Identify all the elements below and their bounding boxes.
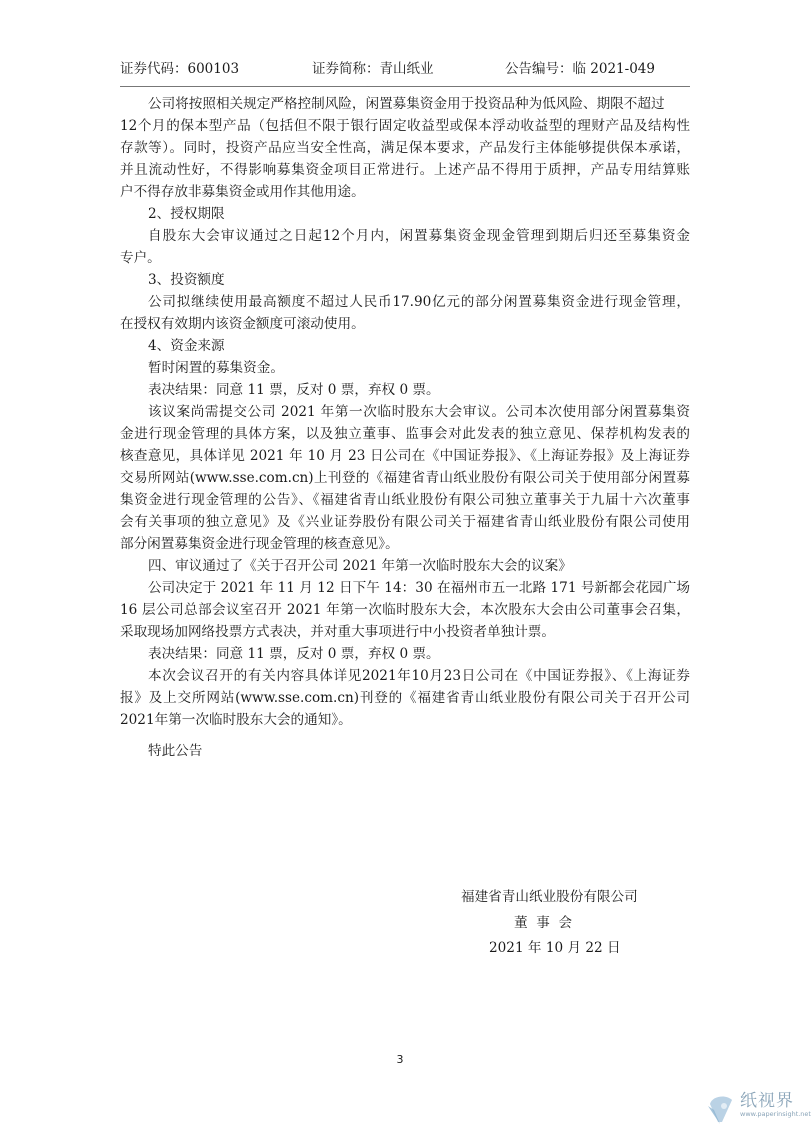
header-divider [120, 86, 690, 87]
watermark-icon [702, 1092, 738, 1128]
body-line: 在授权有效期内该资金额度可滚动使用。 [120, 316, 365, 332]
notice-number: 公告编号：临 2021-049 [505, 61, 655, 77]
page-number: 3 [396, 1053, 404, 1066]
body-line: 4、资金来源 [148, 338, 225, 354]
body-line: 专户。 [120, 250, 161, 266]
body-line: 自股东大会审议通过之日起12个月内，闲置募集资金现金管理到期后归还至募集资金 [148, 228, 690, 244]
body-line: 会有关事项的独立意见》及《兴业证券股份有限公司关于福建省青山纸业股份有限公司使用 [120, 514, 690, 530]
body-line: 户不得存放非募集资金或用作其他用途。 [120, 184, 365, 200]
body-line: 特此公告 [148, 743, 203, 759]
body-line: 3、投资额度 [148, 272, 225, 288]
watermark-url: www.paperinsight.net [740, 1110, 811, 1118]
signature-board: 董 事 会 [514, 915, 573, 931]
watermark-text: 纸视界 [740, 1091, 794, 1111]
body-line: 暂时闲置的募集资金。 [148, 360, 284, 376]
body-line: 并且流动性好，不得影响募集资金项目正常进行。上述产品不得用于质押，产品专用结算账 [120, 162, 690, 178]
page-header [120, 57, 690, 79]
watermark-logo [700, 1086, 811, 1131]
body-line: 16 层公司总部会议室召开 2021 年第一次临时股东大会，本次股东大会由公司董事会召集， [120, 602, 690, 618]
body-line: 部分闲置募集资金进行现金管理的核查意见》。 [120, 536, 399, 552]
body-line: 报》及上交所网站(www.sse.com.cn)刊登的《福建省青山纸业股份有限公司关于召开公司 [120, 690, 690, 706]
body-line: 12个月的保本型产品（包括但不限于银行固定收益型或保本浮动收益型的理财产品及结构性 [120, 118, 690, 134]
body-line: 表决结果：同意 11 票，反对 0 票，弃权 0 票。 [148, 646, 440, 662]
body-line: 采取现场加网络投票方式表决，并对重大事项进行中小投资者单独计票。 [120, 624, 555, 640]
body-line: 2、授权期限 [148, 206, 225, 222]
body-line: 存款等）。同时，投资产品应当安全性高，满足保本要求，产品发行主体能够提供保本承诺， [120, 140, 690, 156]
body-line: 2021年第一次临时股东大会的通知》。 [120, 712, 352, 728]
stock-code: 证券代码：600103 [120, 61, 240, 77]
body-line: 该议案尚需提交公司 2021 年第一次临时股东大会审议。公司本次使用部分闲置募集资 [148, 404, 690, 420]
body-line: 本次会议召开的有关内容具体详见2021年10月23日公司在《中国证券报》、《上海证券 [148, 668, 690, 684]
body-line: 公司决定于 2021 年 11 月 12 日下午 14：30 在福州市五一北路 171 号新都会花园广场 [148, 580, 690, 596]
body-line: 核查意见，具体详见 2021 年 10 月 23 日公司在《中国证券报》、《上海证券报》及上海证券 [120, 448, 690, 464]
body-line: 集资金进行现金管理的公告》、《福建省青山纸业股份有限公司独立董事关于九届十六次董事 [120, 492, 690, 508]
signature-company: 福建省青山纸业股份有限公司 [461, 889, 638, 905]
body-line: 金进行现金管理的具体方案，以及独立董事、监事会对此发表的独立意见、保荐机构发表的 [120, 426, 690, 442]
stock-abbreviation: 证券简称：青山纸业 [312, 61, 434, 77]
body-line: 交易所网站(www.sse.com.cn)上刊登的《福建省青山纸业股份有限公司关于使用部分闲置募 [120, 470, 690, 486]
body-line: 公司拟继续使用最高额度不超过人民币17.90亿元的部分闲置募集资金进行现金管理， [148, 294, 690, 310]
body-line: 表决结果：同意 11 票，反对 0 票，弃权 0 票。 [148, 382, 440, 398]
body-line: 公司将按照相关规定严格控制风险，闲置募集资金用于投资品种为低风险、期限不超过 [148, 96, 665, 112]
body-line: 四、审议通过了《关于召开公司 2021 年第一次临时股东大会的议案》 [148, 558, 572, 574]
signature-date: 2021 年 10 月 22 日 [489, 940, 621, 956]
